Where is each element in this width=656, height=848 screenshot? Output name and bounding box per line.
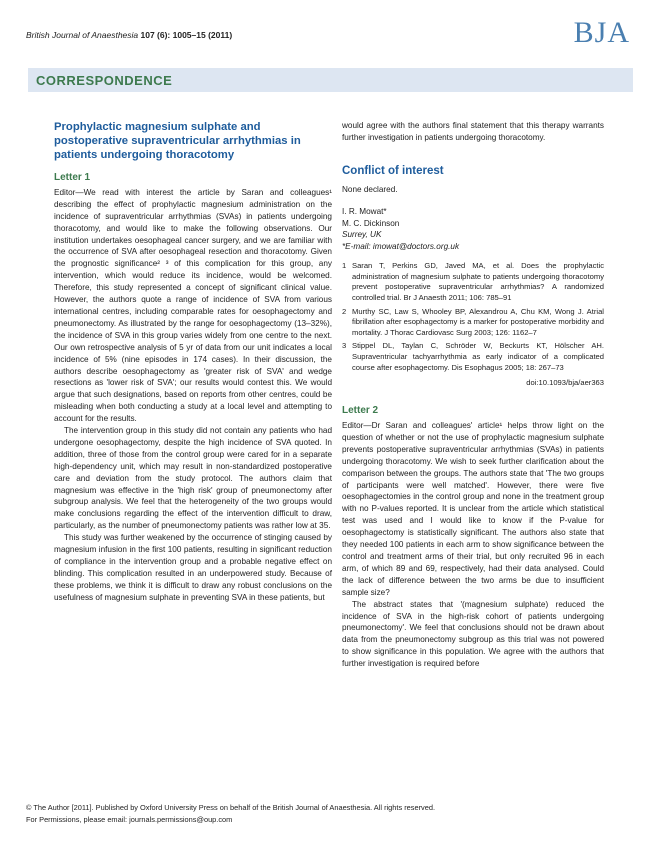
right-column [342, 120, 604, 670]
letter2-paragraph-1: Editor—Dr Saran and colleagues' article¹ helps throw light on the question of whether or not the use of prophylactic magnesium sulphate prevents postoperative supraventricular arrhythmias (SVAs) in patients undergoing thoracotomy. We wish to seek further clarification about the comparison between the groups. The authors state that 'The two groups of participants were well matched'. However, there were five oesophagectomies in the control group and none in the treatment group with no P-values reported. It is unclear from the article which statistical test was used and I would like to know if the P-value for oesophagectomy is statistically significant. The authors also state that they needed 100 patients in each arm to show significance between the control and treatment arms of their trial, but only recruited 96 in each arm, of which 89 and 69, respectively, had their data analysed. Could the lack of difference between the two arms be due to insufficient sample size? [342, 421, 604, 597]
reference-text: Stippel DL, Taylan C, Schröder W, Beckurts KT, Hölscher AH. Supraventricular tachyarrhythmia as early indicator of a complicated course after esophagectomy. Dis Esophagus 2005; 18: 267–73 [352, 341, 604, 372]
section-banner [28, 68, 633, 92]
coi-text: None declared. [342, 184, 398, 194]
journal-name: British Journal of Anaesthesia [26, 30, 139, 40]
reference-text: Murthy SC, Law S, Whooley BP, Alexandrou A, Chu KM, Wong J. Atrial fibrillation after esophagectomy is a marker for postoperative morbidity and mortality. J Thorac Cardiovasc Surg 2003; 126: 1162–7 [352, 306, 604, 337]
letter2-paragraph-2: The abstract states that '(magnesium sulphate) reduced the incidence of SVA in the high-risk cohort of patients undergoing pneumonectomy'. We feel that conclusions should not be drawn about data from the pneumonectomy subgroup as this trial was not powered to show significance in this population. We agree with the authors that further investigation is required before [342, 599, 604, 669]
copyright-line: © The Author [2011]. Published by Oxford University Press on behalf of the British Journal of Anaesthesia. All rights reserved. [26, 803, 435, 812]
coi-heading: Conflict of interest [342, 164, 444, 177]
journal-citation [26, 30, 232, 40]
reference-number: 1 [342, 261, 347, 271]
letter1-continuation: would agree with the authors final statement that this therapy warrants further investigation in patients undergoing thoracotomy. [342, 121, 604, 142]
section-banner-label: CORRESPONDENCE [36, 73, 173, 88]
letter1-heading: Letter 1 [54, 172, 91, 183]
letter1-paragraph-3: This study was further weakened by the occurrence of stinging caused by magnesium infusion in the first 100 patients, resulting in significant reduction of compliance in the intervention group and a probable negative effect on blinding. This complication resulted in an underpowered study. Because of these problems, we think it is difficult to draw any robust conclusions on the usefulness of magnesium sulphate in preventing SVA in these patients, but [54, 533, 332, 602]
article-title: Prophylactic magnesium sulphate and postoperative supraventricular arrhythmias in patients undergoing thoracotomy [54, 121, 301, 161]
journal-volume: 107 (6): 1005–15 (2011) [138, 30, 233, 40]
author-location: Surrey, UK [342, 230, 382, 240]
reference-list [342, 261, 604, 373]
reference-number: 2 [342, 306, 347, 316]
left-column [54, 120, 332, 604]
doi-link[interactable]: doi:10.1093/bja/aer363 [526, 378, 604, 388]
permissions-line: For Permissions, please email: journals.permissions@oup.com [26, 815, 233, 824]
reference-text: Saran T, Perkins GD, Javed MA, et al. Does the prophylactic administration of magnesium sulphate to patients undergoing thoracotomy prevent postoperative supraventricular arrhythmias? A randomized controlled trial. Br J Anaesth 2011; 106: 785–91 [352, 261, 604, 303]
letter1-paragraph-1: Editor—We read with interest the article by Saran and colleagues¹ describing the effect of prophylactic magnesium administration on the incidence of supraventricular arrhythmias (SVAs) in patients undergoing thoracotomy, and would like to make the following observations. Our institution undertakes oesophageal cancer surgery, and we are familiar with the occurrence of SVA after oesophageal resection and thoracotomy. Given the prognostic significance² ³ of this complication for this group, any intervention, which would reduce its incidence, would be welcomed. Therefore, this study represented a concept of significant clinical value. However, the authors quote a range of incidence of SVA from various international centres, including comparable rates for oesophagectomy and pneumonectomy. As illustrated by the range for oesophagectomy (13–32%), the incidence of SVA in this group varies widely from one centre to the next. Our own retrospective analysis of 5 yr of data from our unit indicates a local incidence of 5% (nine episodes in 174 cases). In their discussion, the authors describe oesophagectomy as 'greater risk of SVA' and wedge resections as 'lower risk of SVA'; our results would contest this. We would argue that such designations, based on reports from other centres, could be misleading when both conducting a study at a local level and attempting to account for the results. [54, 187, 332, 424]
reference-number: 3 [342, 341, 347, 351]
letter1-paragraph-2: The intervention group in this study did not contain any patients who had undergone oesophagectomy, despite the high incidence of SVA quoted. In addition, three of those from the control group were cared for in a separate high-dependency unit, which may result in non-standardized postoperative care and deviation from the study protocol. The authors claim that magnesium was effective in the 'high risk' group of pneumonectomy after subgroup analysis. We feel that the heterogeneity of the two groups would make conclusions regarding the effect of the intervention difficult to draw, particularly, as the number of pneumonectomy patients was rather low at 35. [54, 426, 332, 531]
reference-item [342, 307, 604, 339]
reference-item [342, 341, 604, 373]
journal-logo: BJA [573, 16, 630, 49]
signature-block [342, 206, 604, 254]
reference-item [342, 261, 604, 303]
author-email: *E-mail: imowat@doctors.org.uk [342, 242, 460, 252]
page-footer [26, 802, 631, 826]
author-2: M. C. Dickinson [342, 218, 400, 228]
author-1: I. R. Mowat* [342, 206, 387, 216]
letter2-heading: Letter 2 [342, 405, 379, 417]
